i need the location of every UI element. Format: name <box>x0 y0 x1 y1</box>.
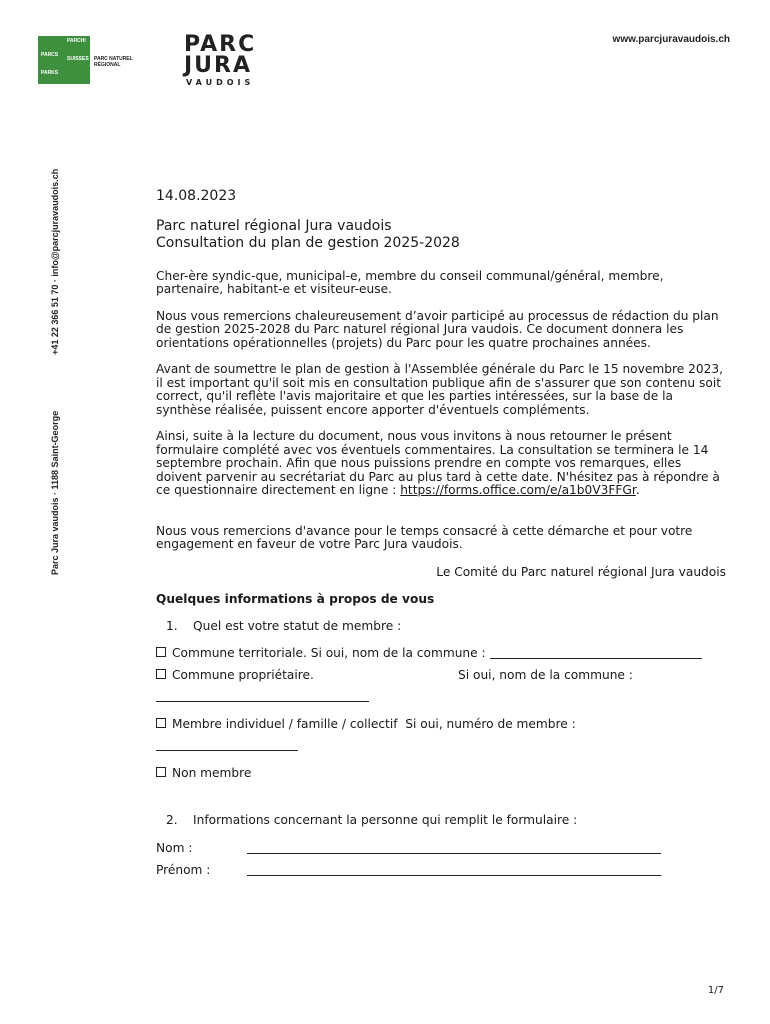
field-label: Nom : <box>156 840 193 855</box>
logo-cell: SUISSES <box>67 56 89 62</box>
answer-line[interactable] <box>490 658 702 659</box>
answer-line-row <box>156 690 726 704</box>
option-suffix: Si oui, nom de la commune : <box>458 667 633 682</box>
option-non-membre[interactable] <box>156 767 726 781</box>
section-title: Quelques informations à propos de vous <box>156 592 435 606</box>
checkbox[interactable] <box>156 647 166 657</box>
letter-body <box>156 190 726 887</box>
logo-line: JURA <box>184 53 253 78</box>
option-label: Commune propriétaire. <box>172 667 314 682</box>
page-number: 1/7 <box>707 985 724 996</box>
logo-cell: PARCHI <box>67 38 86 44</box>
question-text: Informations concernant la personne qui remplit le formulaire : <box>193 813 578 827</box>
question-number: 2. <box>166 813 178 827</box>
side-contact-info <box>50 169 60 575</box>
answer-line[interactable] <box>156 750 298 751</box>
logo-line: VAUDOIS <box>186 78 255 87</box>
option-label: Membre individuel / famille / collectif <box>172 716 398 731</box>
side-contact: +41 22 366 51 70 · info@parcjuravaudois.ch <box>50 168 60 355</box>
checkbox[interactable] <box>156 767 166 777</box>
option-commune-proprietaire[interactable] <box>156 669 726 683</box>
logo-line: PARC <box>184 32 257 57</box>
option-label: Non membre <box>172 765 252 780</box>
paragraph: Nous vous remercions chaleureusement d’avoir participé au processus de rédaction du plan de gestion 2025-2028 du Parc naturel régional Jura vaudois. Ce document donnera les orientations opérationnelles (projets) du Parc pour les quatre prochaines années. <box>156 308 719 350</box>
question-text: Quel est votre statut de membre : <box>193 618 402 633</box>
paragraph-text: Ainsi, suite à la lecture du document, nous vous invitons à nous retourner le présent formulaire complété avec vos éventuels commentaires. La consultation se terminera le 14 septembre prochain. Afin que nous puissions prendre en compte vos remarques, elles doivent parvenir au secrétariat du Parc au plus tard à cette date. N'hésitez pas à répondre à ce questionnaire directement en ligne : <box>156 429 720 497</box>
prenom-field[interactable] <box>156 864 726 878</box>
nom-field[interactable] <box>156 842 726 856</box>
letter-date: 14.08.2023 <box>156 188 237 204</box>
logo-cell: PARCS <box>41 52 59 58</box>
nom-input-line[interactable] <box>247 853 661 854</box>
paragraph: Ainsi, suite à la lecture du document, nous vous invitons à nous retourner le présent formulaire complété avec vos éventuels commentaires. La consultation se terminera le 14 septembre prochain. Afin que nous puissions prendre en compte vos remarques, elles doivent parvenir au secrétariat du Parc au plus tard à cette date. N'hésitez pas à répondre à ce questionnaire directement en ligne : https://forms.office.com/e/a1b0V3FFGr. <box>156 429 720 497</box>
paragraph: Nous vous remercions d'avance pour le temps consacré à cette démarche et pour votre engagement en faveur de votre Parc Jura vaudois. <box>156 523 693 551</box>
parc-jura-vaudois-logo <box>184 34 256 87</box>
website-url[interactable]: www.parcjuravaudois.ch <box>612 34 730 45</box>
paragraph: Avant de soumettre le plan de gestion à l'Assemblée générale du Parc le 15 novembre 2023, il est important qu'il soit mis en consultation publique afin de s'assurer que son contenu soit correct, qu'il reflète l'avis majoritaire et que les parties intéressées, sur la base de la synthèse réalisée, puissent encore apporter d'éventuels compléments. <box>156 362 723 417</box>
field-label: Prénom : <box>156 863 211 877</box>
option-membre-individuel[interactable] <box>156 718 726 732</box>
question-number: 1. <box>166 618 178 633</box>
answer-line-row <box>156 739 726 753</box>
question-2 <box>156 814 726 828</box>
title-line: Parc naturel régional Jura vaudois <box>156 217 392 234</box>
letter-title <box>156 218 726 252</box>
form-link[interactable]: https://forms.office.com/e/a1b0V3FFGr <box>400 483 636 497</box>
option-commune-territoriale[interactable] <box>156 647 726 661</box>
checkbox[interactable] <box>156 718 166 728</box>
parcs-suisses-mark <box>38 36 90 84</box>
prenom-input-line[interactable] <box>247 875 661 876</box>
option-label: Commune territoriale. Si oui, nom de la commune : <box>172 646 486 660</box>
logo-cell: PARKS <box>41 70 59 76</box>
salutation: Cher-ère syndic-que, municipal-e, membre du conseil communal/général, membre, partenaire, habitant-e et visiteur-euse. <box>156 268 664 296</box>
title-line: Consultation du plan de gestion 2025-2028 <box>156 234 460 251</box>
signature: Le Comité du Parc naturel régional Jura vaudois <box>436 564 726 579</box>
parcs-suisses-logo <box>38 36 136 84</box>
parcs-suisses-text: PARC NATUREL RÉGIONAL <box>94 56 133 68</box>
side-address: Parc Jura vaudois · 1188 Saint-George <box>50 410 60 575</box>
answer-line[interactable] <box>156 701 369 702</box>
question-1 <box>156 620 726 634</box>
checkbox[interactable] <box>156 669 166 679</box>
option-suffix: Si oui, numéro de membre : <box>405 716 576 731</box>
